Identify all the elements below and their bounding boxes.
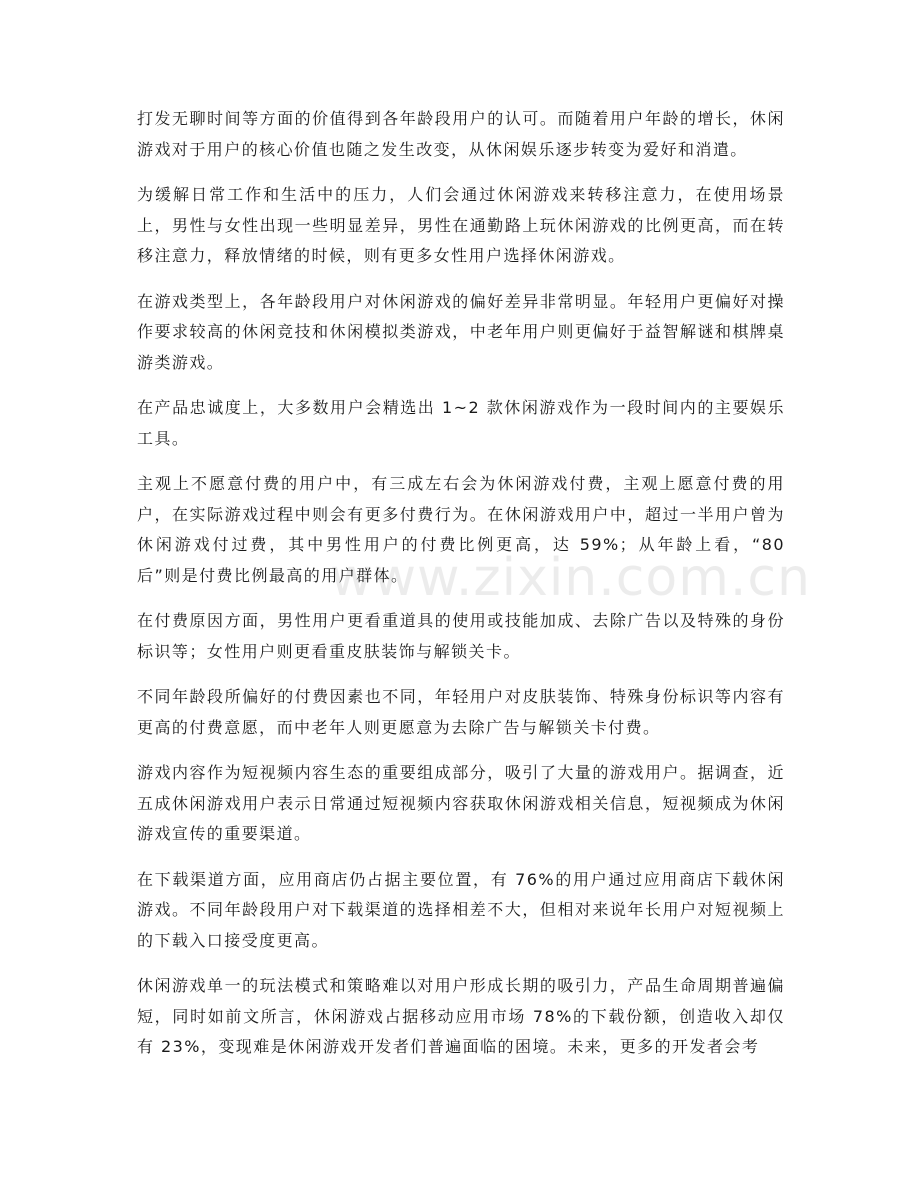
paragraph-7: 不同年龄段所偏好的付费因素也不同，年轻用户对皮肤装饰、特殊身份标识等内容有更高的付费意愿，而中老年人则更愿意为去除广告与解锁关卡付费。 — [137, 687, 785, 737]
paragraph-5: 主观上不愿意付费的用户中，有三成左右会为休闲游戏付费，主观上愿意付费的用户，在实际游戏过程中则会有更多付费行为。在休闲游戏用户中，超过一半用户曾为休闲游戏付过费，其中男性用户的付费比例更高，达 59%；从年龄上看，“80 后”则是付费比例最高的用户群体。 — [137, 474, 785, 585]
paragraph-2: 为缓解日常工作和生活中的压力，人们会通过休闲游戏来转移注意力，在使用场景上，男性与女性出现一些明显差异，男性在通勤路上玩休闲游戏的比例更高，而在转移注意力，释放情绪的时候，则有更多女性用户选择休闲游戏。 — [137, 185, 785, 265]
document-body — [137, 104, 785, 1078]
paragraph-10: 休闲游戏单一的玩法模式和策略难以对用户形成长期的吸引力，产品生命周期普遍偏短，同时如前文所言，休闲游戏占据移动应用市场 78%的下载份额，创造收入却仅有 23%，变现难是休闲游戏开发者们普遍面临的困境。未来，更多的开发者会考 — [137, 976, 785, 1056]
paragraph-4: 在产品忠诚度上，大多数用户会精选出 1~2 款休闲游戏作为一段时间内的主要娱乐工具。 — [137, 398, 785, 448]
paragraph-9: 在下载渠道方面，应用商店仍占据主要位置，有 76%的用户通过应用商店下载休闲游戏。不同年龄段用户对下载渠道的选择相差不大，但相对来说年长用户对短视频上的下载入口接受度更高。 — [137, 869, 785, 950]
paragraph-1: 打发无聊时间等方面的价值得到各年龄段用户的认可。而随着用户年龄的增长，休闲游戏对于用户的核心价值也随之发生改变，从休闲娱乐逐步转变为爱好和消遣。 — [137, 109, 785, 159]
paragraph-3: 在游戏类型上，各年龄段用户对休闲游戏的偏好差异非常明显。年轻用户更偏好对操作要求较高的休闲竞技和休闲模拟类游戏，中老年用户则更偏好于益智解谜和棋牌桌游类游戏。 — [137, 291, 785, 372]
paragraph-8: 游戏内容作为短视频内容生态的重要组成部分，吸引了大量的游戏用户。据调查，近五成休闲游戏用户表示日常通过短视频内容获取休闲游戏相关信息，短视频成为休闲游戏宣传的重要渠道。 — [137, 763, 785, 843]
watermark: www.zixin.com.cn — [330, 548, 811, 608]
paragraph-6: 在付费原因方面，男性用户更看重道具的使用或技能加成、去除广告以及特殊的身份标识等；女性用户则更看重皮肤装饰与解锁关卡。 — [137, 611, 785, 661]
